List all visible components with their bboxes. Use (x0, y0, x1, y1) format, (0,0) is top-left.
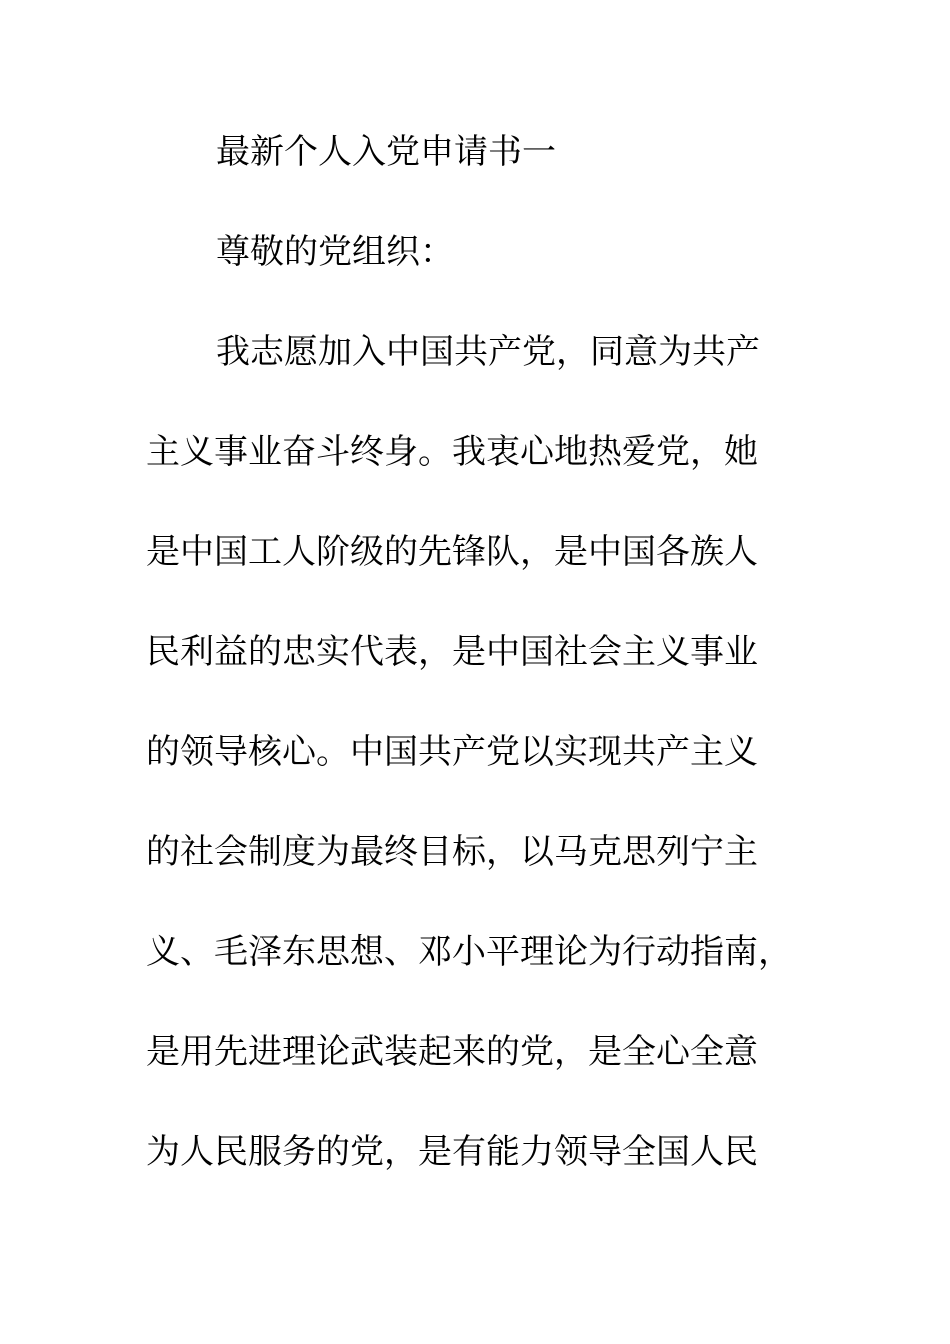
paragraph-line: 是用先进理论武装起来的党，是全心全意 (146, 1032, 758, 1072)
paragraph-line: 我志愿加入中国共产党，同意为共产 (216, 332, 760, 372)
paragraph-line: 为人民服务的党，是有能力领导全国人民 (146, 1132, 758, 1172)
paragraph-line: 民利益的忠实代表，是中国社会主义事业 (146, 632, 758, 672)
salutation: 尊敬的党组织： (216, 232, 454, 272)
paragraph-line: 义、毛泽东思想、邓小平理论为行动指南， (146, 932, 792, 972)
paragraph-line: 的社会制度为最终目标，以马克思列宁主 (146, 832, 758, 872)
paragraph-line: 是中国工人阶级的先锋队，是中国各族人 (146, 532, 758, 572)
document-title: 最新个人入党申请书一 (216, 132, 556, 172)
paragraph-line: 主义事业奋斗终身。我衷心地热爱党，她 (146, 432, 758, 472)
paragraph-line: 的领导核心。中国共产党以实现共产主义 (146, 732, 758, 772)
